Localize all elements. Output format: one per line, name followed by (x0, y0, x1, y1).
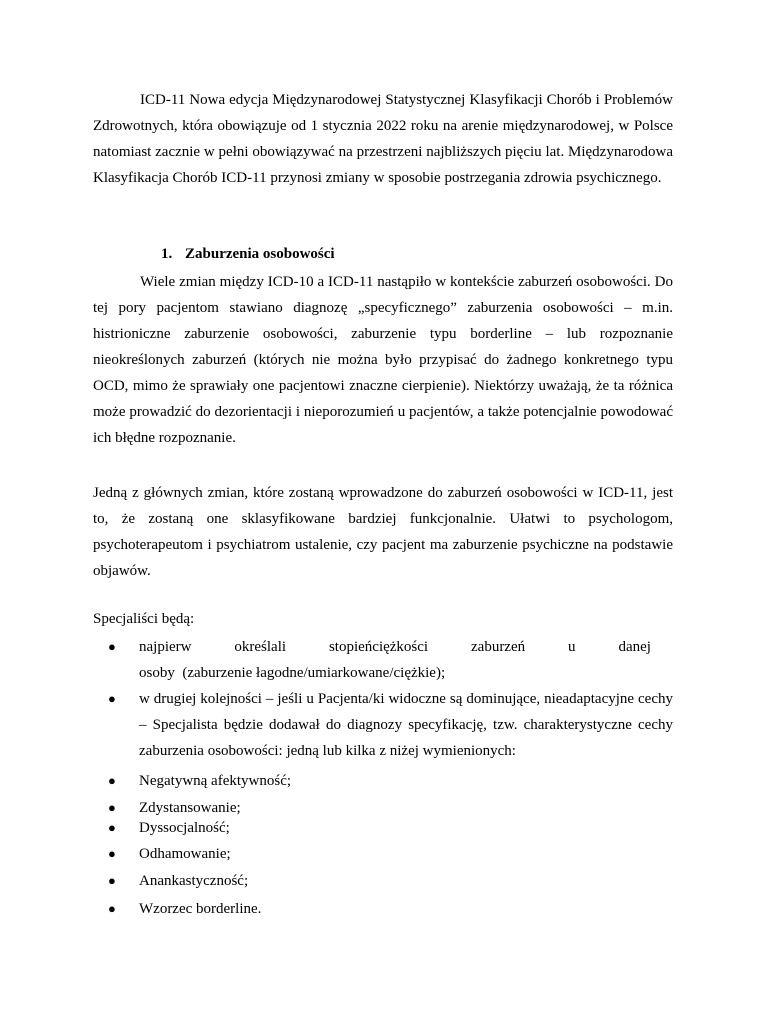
list-item-text: Dyssocjalność; (139, 820, 230, 836)
word: u (568, 639, 576, 655)
section-number: 1. (161, 246, 173, 262)
bullet-icon: ● (108, 639, 116, 654)
specialists-lead: Specjaliści będą: (93, 611, 195, 627)
list-item-text (139, 634, 673, 686)
bullet-icon: ● (108, 846, 116, 861)
word: zaburzeń (471, 639, 526, 655)
list-item-severity (108, 634, 673, 686)
list-item-text: Zdystansowanie; (139, 800, 241, 816)
list-item-text: Negatywną afektywność; (139, 773, 292, 789)
list-item-text: Odhamowanie; (139, 846, 231, 862)
list-item-text: Wzorzec borderline. (139, 901, 262, 917)
list-item-text: Anankastyczność; (139, 873, 249, 889)
bullet-icon: ● (108, 691, 116, 706)
bullet-icon: ● (108, 873, 116, 888)
list-item-trait (108, 768, 673, 794)
bullet-icon: ● (108, 773, 116, 788)
word: najpierw (139, 639, 192, 655)
list-item-trait (108, 815, 673, 841)
section-title: Zaburzenia osobowości (185, 246, 335, 262)
list-item-line: osoby (zaburzenie łagodne/umiarkowane/ciężkie); (139, 665, 446, 681)
functional-classification-paragraph: Jedną z głównych zmian, które zostaną wprowadzone do zaburzeń osobowości w ICD-11, jest to, że zostaną one sklasyfikowane bardziej funkcjonalnie. Ułatwi to psychologom, psychoterapeutom i psychiatrom ustalenie, czy pacjent ma zaburzenie psychiczne na podstawie objawów. (93, 485, 673, 579)
intro-paragraph: ICD-11 Nowa edycja Międzynarodowej Statystycznej Klasyfikacji Chorób i Problemów Zdrowotnych, która obowiązuje od 1 stycznia 2022 roku na arenie międzynarodowej, w Polsce natomiast zacznie w pełni obowiązywać na przestrzeni najbliższych pięciu lat. Międzynarodowa Klasyfikacja Chorób ICD-11 przynosi zmiany w sposobie postrzegania zdrowia psychicznego. (93, 92, 673, 186)
list-item-specification (108, 686, 673, 764)
bullet-icon: ● (108, 901, 116, 916)
list-item-text: w drugiej kolejności – jeśli u Pacjenta/ki widoczne są dominujące, nieadaptacyjne cechy – Specjalista będzie dodawał do diagnozy specyfikację, tzw. charakterystyczne cechy zaburzenia osobowości: jedną lub kilka z niżej wymienionych: (139, 691, 673, 759)
word: określali (234, 639, 287, 655)
changes-paragraph: Wiele zmian między ICD-10 a ICD-11 nastąpiło w kontekście zaburzeń osobowości. Do tej pory pacjentom stawiano diagnozę „specyficznego” zaburzenia osobowości – m.in. histrioniczne zaburzenie osobowości, zaburzenie typu borderline – lub rozpoznanie nieokreślonych zaburzeń (których nie można było przypisać do żadnego konkretnego typu OCD, mimo że sprawiały one pacjentowi znaczne cierpienie). Niektórzy uważają, że ta różnica może prowadzić do dezorientacji i nieporozumień u pacjentów, a także potencjalnie powodować ich błędne rozpoznanie. (93, 274, 673, 446)
bullet-icon: ● (108, 820, 116, 835)
list-item-trait (108, 896, 673, 922)
word: danej (618, 639, 651, 655)
word: stopieńciężkości (328, 639, 429, 655)
section-heading (161, 243, 335, 265)
list-item-trait (108, 868, 673, 894)
list-item-line (139, 634, 651, 660)
bullet-icon: ● (108, 800, 116, 815)
list-item-trait (108, 841, 673, 867)
